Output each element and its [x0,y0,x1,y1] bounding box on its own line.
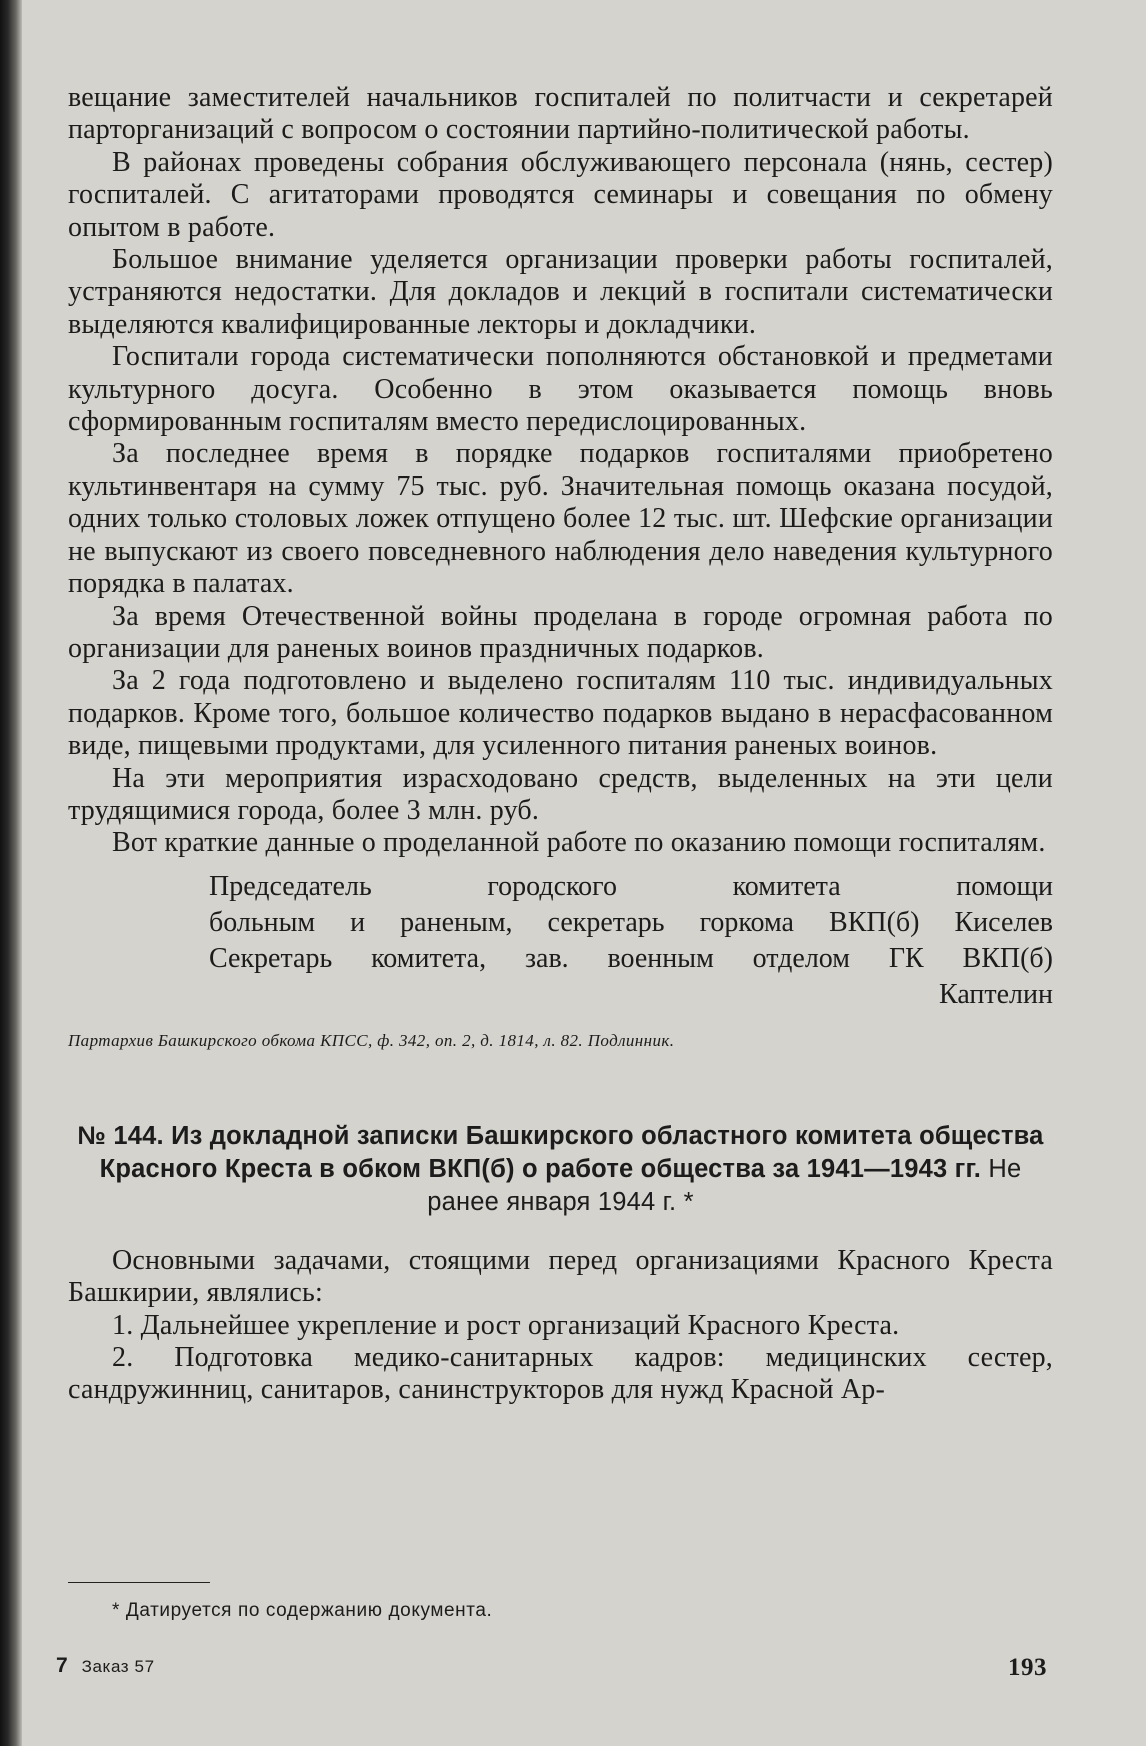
paragraph: 1. Дальнейшее укрепление и рост организаций Красного Креста. [112,1309,900,1341]
document-date: Не ранее января 1944 г. * [427,1154,1022,1216]
order-number: Заказ 57 [81,1657,155,1676]
paragraph: Основными задачами, стоящими перед организациями Красного Креста Башкирии, являлись: [68,1244,1053,1309]
signature-line: больным и раненым, секретарь горкома ВКП(б) Киселев [209,906,1053,938]
book-spine-shadow [0,0,22,1746]
paragraph: За 2 года подготовлено и выделено госпиталям 110 тыс. индивидуальных подарков. Кроме того, большое количество подарков выдано в нерасфасованном виде, пищевыми продуктами, для усиленного питания раненых воинов. [68,665,1053,762]
paragraph: вещание заместителей начальников госпиталей по политчасти и секретарей парторганизаций с вопросом о состоянии партийно-политической работы. [68,82,1053,146]
paragraph: Большое внимание уделяется организации проверки работы госпиталей, устраняются недостатки. Для докладов и лекций в госпитали систематически выделяются квалифицированные лекторы и докладчики. [68,244,1053,340]
archive-reference: Партархив Башкирского обкома КПСС, ф. 342, оп. 2, д. 1814, л. 82. Подлинник. [68,1030,675,1050]
signature-block [209,869,1053,1013]
paragraph: За последнее время в порядке подарков госпиталями приобретено культинвентаря на сумму 75 тыс. руб. Значительная помощь оказана посудой, одних только столовых ложек отпущено более 12 тыс. шт. Шефские организации не выпускают из своего повседневного наблюдения дело наведения культурного порядка в палатах. [68,438,1053,600]
signature-line: Секретарь комитета, зав. военным отделом ГК ВКП(б) [209,942,1053,974]
paragraph: 2. Подготовка медико-санитарных кадров: медицинских сестер, сандружинниц, санитаров, санинструкторов для нужд Красной Ар- [68,1341,1053,1406]
footnote: * Датируется по содержанию документа. [112,1600,493,1621]
signature-line: Председатель городского комитета помощи [209,870,1053,902]
signature-line: Каптелин [939,978,1053,1010]
footnote-rule [68,1582,210,1583]
paragraph: Вот краткие данные о проделанной работе по оказанию помощи госпиталям. [112,827,1046,859]
paragraph: Госпитали города систематически пополняются обстановкой и предметами культурного досуга. Особенно в этом оказывается помощь вновь сформированным госпиталям вместо передислоцированных. [68,341,1053,438]
document-body [68,1245,1053,1407]
paragraph: За время Отечественной войны проделана в городе огромная работа по организации для раненых воинов праздничных подарков. [68,600,1053,664]
paragraph: На эти мероприятия израсходовано средств, выделенных на эти цели трудящимися города, более 3 млн. руб. [68,762,1053,826]
sheet-number: 7 [56,1654,69,1677]
document-heading [68,1120,1053,1219]
document-title: № 144. Из докладной записки Башкирского областного комитета общества Красного Креста в обком ВКП(б) о работе общества за 1941—1943 гг. [77,1121,1044,1183]
page-number: 193 [1008,1654,1047,1681]
document-page [68,82,1053,1407]
paragraph: В районах проведены собрания обслуживающего персонала (нянь, сестер) госпиталей. С агитаторами проводятся семинары и совещания по обмену опытом в работе. [68,146,1053,243]
printer-signature-mark [56,1654,155,1678]
